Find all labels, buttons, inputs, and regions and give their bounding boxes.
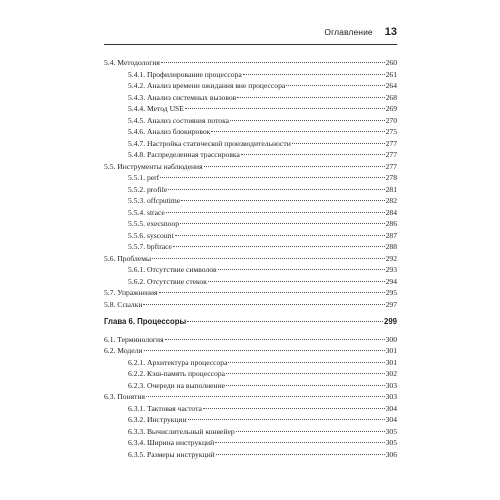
- dot-leader: [175, 235, 385, 236]
- toc-entry-title: 6.3.2. Инструкции: [128, 415, 187, 424]
- dot-leader: [292, 143, 385, 144]
- toc-entry[interactable]: [104, 391, 397, 403]
- dot-leader: [185, 108, 385, 109]
- toc-entry-page: 269: [385, 104, 397, 113]
- toc-entry-title: 5.5.2. profile: [128, 184, 168, 194]
- page-number: 13: [384, 26, 397, 38]
- toc-entry-page: 277: [385, 138, 397, 148]
- toc-entry-title: 5.4.7. Настройка статической производительности: [128, 138, 291, 148]
- toc-entry[interactable]: [104, 126, 397, 138]
- toc-entry-title: 5.8. Ссылки: [104, 299, 143, 309]
- dot-leader: [144, 350, 385, 351]
- toc-entry-page: 302: [385, 369, 397, 378]
- toc-entry-page: 306: [385, 449, 397, 459]
- toc-entry-title: 5.5.4. strace: [128, 207, 165, 217]
- toc-entry[interactable]: [104, 103, 397, 115]
- toc-entry[interactable]: [104, 414, 397, 426]
- dot-leader: [216, 454, 385, 455]
- dot-leader: [160, 177, 384, 178]
- dot-leader: [230, 120, 385, 121]
- toc-entry[interactable]: [104, 195, 397, 207]
- dot-leader: [165, 339, 385, 340]
- dot-leader: [161, 62, 385, 63]
- toc-entry-title: 6.2.3. Очереди на выполнение: [128, 380, 226, 390]
- dot-leader: [228, 362, 384, 363]
- toc-entry-page: 299: [383, 317, 397, 326]
- toc-entry-title: 5.5.7. bpftrace: [128, 242, 172, 251]
- toc-entry-title: 6.3.3. Вычислительный конвейер: [128, 426, 235, 436]
- toc-entry-title: 5.5.6. syscount: [128, 230, 174, 240]
- toc-entry[interactable]: [104, 345, 397, 357]
- toc-entry[interactable]: [104, 184, 397, 196]
- toc-entry[interactable]: [104, 368, 397, 380]
- toc-entry-page: 270: [385, 115, 397, 125]
- toc-entry-title: 6.2.2. Кэш-память процессора: [128, 369, 225, 378]
- toc-entry[interactable]: [104, 437, 397, 449]
- toc-entry-page: 304: [385, 415, 397, 424]
- toc-entry-title: 6.2.1. Архитектура процессора: [128, 357, 228, 367]
- toc-entry-page: 297: [385, 299, 397, 309]
- toc-entry-title: 5.6.2. Отсутствие стеков: [128, 276, 207, 286]
- toc-entry-title: 6.2. Модели: [104, 346, 143, 355]
- dot-leader: [236, 431, 385, 432]
- toc-entry[interactable]: [104, 276, 397, 288]
- toc-entry[interactable]: [104, 115, 397, 127]
- toc-entry-page: 287: [385, 230, 397, 240]
- toc-entry-page: 264: [385, 81, 397, 90]
- toc-entry-title: 6.3. Понятия: [104, 392, 146, 401]
- toc-entry[interactable]: [104, 357, 397, 369]
- dot-leader: [226, 385, 385, 386]
- toc-entry-title: 5.7. Упражнения: [104, 288, 158, 297]
- toc-entry-title: 5.5.3. offcputime: [128, 196, 181, 205]
- dot-leader: [237, 97, 384, 98]
- toc-entry-title: 5.5. Инструменты наблюдения: [104, 161, 203, 171]
- dot-leader: [215, 442, 384, 443]
- dot-leader: [143, 304, 384, 305]
- toc-entry[interactable]: [104, 218, 397, 230]
- dot-leader: [180, 223, 385, 224]
- dot-leader: [152, 258, 385, 259]
- toc-entry-page: 261: [385, 69, 397, 79]
- toc-entry-page: 303: [385, 392, 397, 401]
- toc-entry-title: 6.1. Терминология: [104, 334, 164, 344]
- table-of-contents: [104, 57, 397, 460]
- toc-entry-page: 284: [385, 207, 397, 217]
- dot-leader: [208, 281, 385, 282]
- toc-entry[interactable]: [104, 69, 397, 81]
- toc-entry[interactable]: [104, 287, 397, 299]
- header-rule: [104, 44, 397, 45]
- toc-entry-page: 301: [385, 357, 397, 367]
- toc-entry-page: 288: [385, 242, 397, 251]
- toc-entry-title: 5.4.2. Анализ времени ожидания вне процессора: [128, 81, 286, 90]
- toc-entry-title: 6.3.1. Тактовая частота: [128, 403, 202, 413]
- toc-chapter-row[interactable]: [104, 316, 397, 328]
- toc-entry-page: 300: [385, 334, 397, 344]
- toc-entry[interactable]: [104, 161, 397, 173]
- toc-entry[interactable]: [104, 138, 397, 150]
- dot-leader: [166, 212, 385, 213]
- dot-leader: [226, 373, 385, 374]
- toc-entry[interactable]: [104, 380, 397, 392]
- toc-entry-title: 5.4.4. Метод USE: [128, 104, 184, 113]
- toc-entry-page: 305: [385, 438, 397, 447]
- toc-entry[interactable]: [104, 92, 397, 104]
- toc-entry-title: 5.5.5. execsnoop: [128, 219, 180, 228]
- toc-entry[interactable]: [104, 80, 397, 92]
- toc-entry-page: 295: [385, 288, 397, 297]
- toc-entry-page: 293: [385, 265, 397, 274]
- toc-entry[interactable]: [104, 172, 397, 184]
- toc-entry-title: 5.4. Методология: [104, 58, 160, 67]
- dot-leader: [187, 321, 383, 322]
- toc-entry[interactable]: [104, 403, 397, 415]
- toc-entry-page: 277: [385, 150, 397, 159]
- toc-entry-page: 260: [385, 58, 397, 67]
- toc-entry-page: 294: [385, 276, 397, 286]
- toc-entry-title: 5.4.3. Анализ системных вызовов: [128, 92, 237, 102]
- toc-entry-page: 301: [385, 346, 397, 355]
- toc-entry[interactable]: [104, 299, 397, 311]
- toc-entry[interactable]: [104, 426, 397, 438]
- dot-leader: [211, 131, 384, 132]
- dot-leader: [286, 85, 384, 86]
- toc-entry-title: 6.3.5. Размеры инструкций: [128, 449, 215, 459]
- toc-entry-page: 304: [385, 403, 397, 413]
- toc-entry-title: 5.4.8. Распределенная трассировка: [128, 150, 240, 159]
- toc-entry-page: 275: [385, 127, 397, 136]
- toc-entry-page: 281: [385, 184, 397, 194]
- toc-entry-page: 292: [385, 253, 397, 263]
- toc-entry-title: 6.3.4. Ширина инструкций: [128, 438, 215, 447]
- section-title: Оглавление: [324, 27, 373, 37]
- running-header: [104, 26, 397, 40]
- toc-entry[interactable]: [104, 449, 397, 461]
- dot-leader: [181, 200, 384, 201]
- toc-entry[interactable]: [104, 207, 397, 219]
- toc-entry-title: 5.6. Проблемы: [104, 253, 152, 263]
- toc-entry[interactable]: [104, 334, 397, 346]
- dot-leader: [188, 419, 385, 420]
- dot-leader: [204, 166, 385, 167]
- toc-entry-page: 268: [385, 92, 397, 102]
- dot-leader: [218, 269, 385, 270]
- dot-leader: [159, 292, 385, 293]
- toc-entry[interactable]: [104, 57, 397, 69]
- toc-entry-page: 278: [385, 173, 397, 182]
- toc-entry-page: 282: [385, 196, 397, 205]
- toc-entry[interactable]: [104, 241, 397, 253]
- toc-entry-page: 303: [385, 380, 397, 390]
- toc-entry-title: 5.4.6. Анализ блокировок: [128, 127, 211, 136]
- toc-entry-title: 5.5.1. perf: [128, 173, 160, 182]
- toc-entry-title: 5.4.1. Профилирование процессора: [128, 69, 242, 79]
- toc-entry[interactable]: [104, 149, 397, 161]
- toc-entry[interactable]: [104, 253, 397, 265]
- dot-leader: [243, 74, 385, 75]
- dot-leader: [203, 408, 385, 409]
- dot-leader: [173, 246, 385, 247]
- dot-leader: [146, 396, 385, 397]
- toc-entry-page: 286: [385, 219, 397, 228]
- toc-entry[interactable]: [104, 264, 397, 276]
- dot-leader: [241, 154, 385, 155]
- toc-entry-page: 277: [385, 161, 397, 171]
- toc-entry-title: 5.6.1. Отсутствие символов: [128, 265, 217, 274]
- toc-entry[interactable]: [104, 230, 397, 242]
- toc-entry-title: Глава 6. Процессоры: [104, 317, 187, 326]
- toc-entry-page: 305: [385, 426, 397, 436]
- dot-leader: [168, 189, 384, 190]
- toc-entry-title: 5.4.5. Анализ состояния потока: [128, 115, 230, 125]
